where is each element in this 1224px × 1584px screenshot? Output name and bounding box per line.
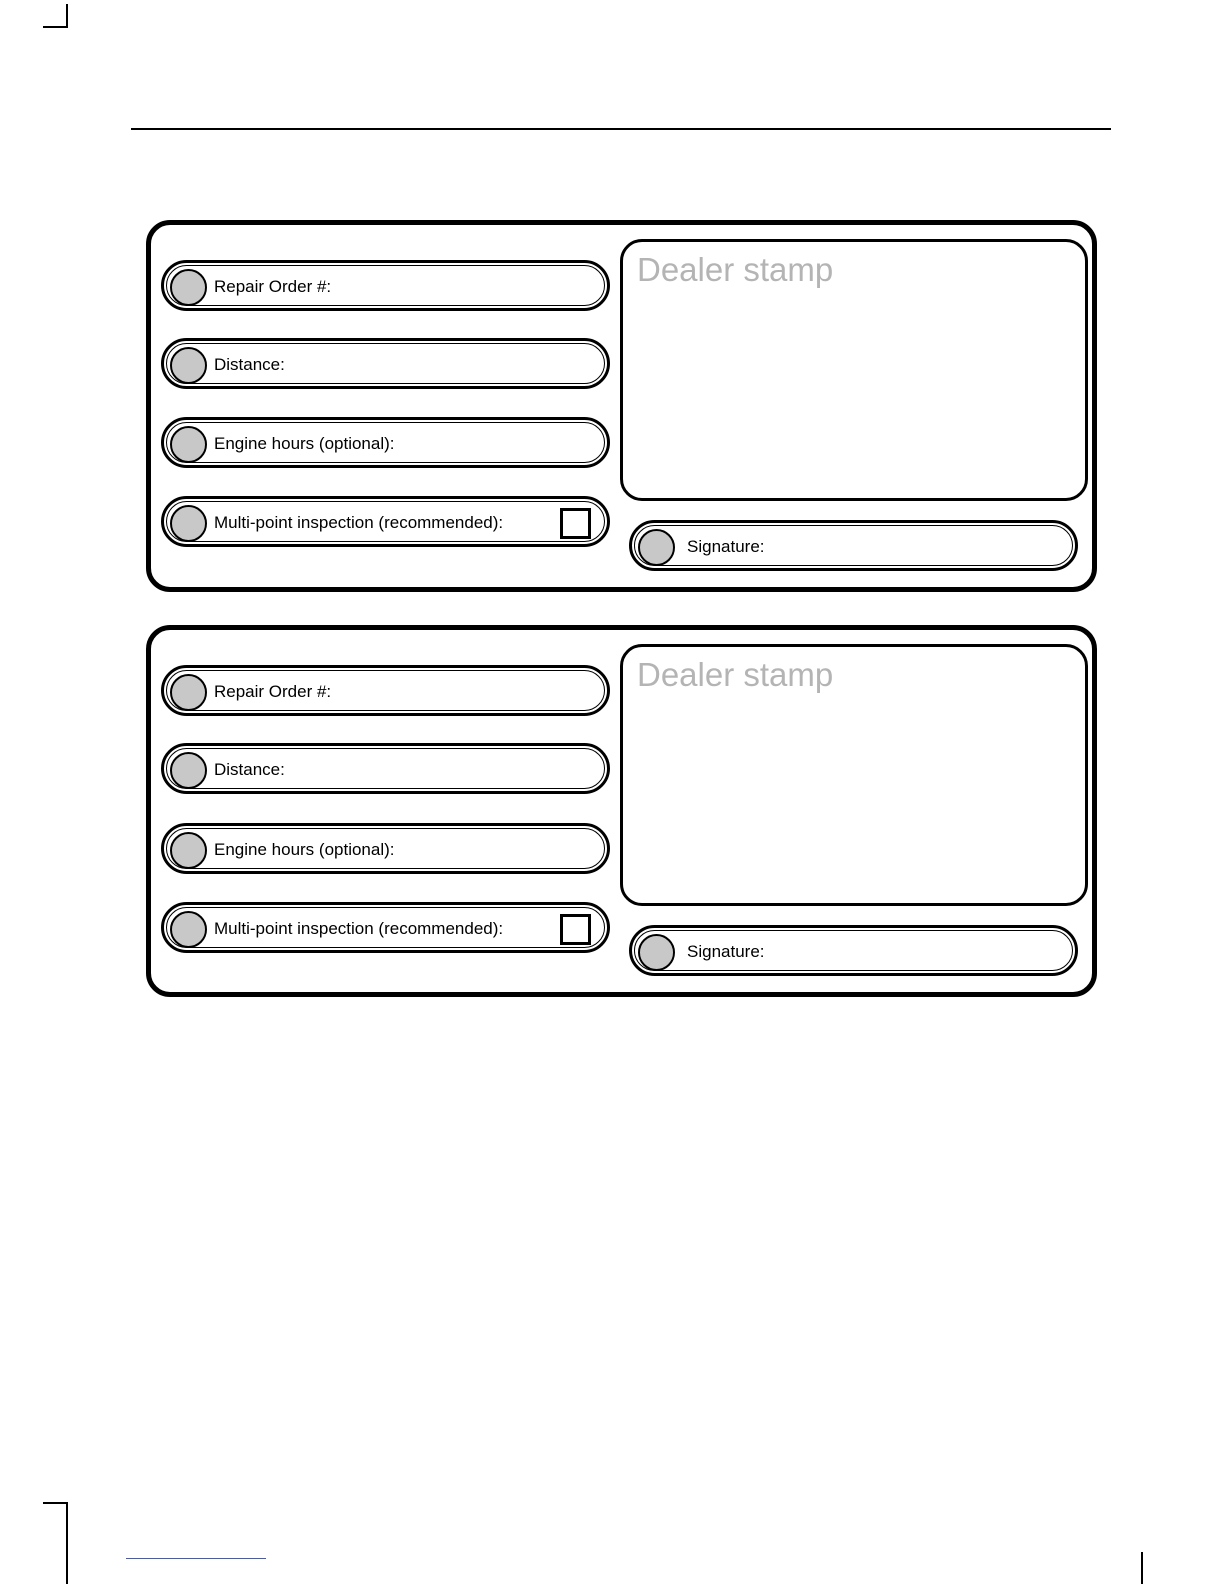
crop-mark-bottom-left-horizontal <box>43 1502 67 1504</box>
crop-mark-bottom-left-vertical <box>66 1502 68 1584</box>
distance-field[interactable] <box>161 743 610 794</box>
footer-link-underline <box>126 1558 266 1559</box>
crop-mark-top-left-horizontal <box>43 26 67 28</box>
signature-label: Signature: <box>687 537 765 556</box>
dealer-stamp-label: Dealer stamp <box>637 656 834 693</box>
repair-order-field[interactable] <box>161 665 610 716</box>
service-record-2 <box>146 625 1097 997</box>
engine-hours-label: Engine hours (optional): <box>214 840 395 859</box>
crop-mark-bottom-right-vertical <box>1141 1552 1143 1584</box>
repair-order-field[interactable] <box>161 260 610 311</box>
distance-label: Distance: <box>214 355 285 374</box>
field-marker-icon <box>170 426 207 463</box>
field-marker-icon <box>170 269 207 306</box>
dealer-stamp-box <box>620 239 1088 501</box>
repair-order-label: Repair Order #: <box>214 277 332 296</box>
engine-hours-field[interactable] <box>161 417 610 468</box>
engine-hours-label: Engine hours (optional): <box>214 434 395 453</box>
header-rule <box>131 128 1111 130</box>
signature-field[interactable] <box>629 520 1078 571</box>
dealer-stamp-box <box>620 644 1088 906</box>
field-marker-icon <box>638 529 675 566</box>
field-marker-icon <box>170 505 207 542</box>
distance-field[interactable] <box>161 338 610 389</box>
multi-point-inspection-field <box>161 496 610 547</box>
signature-label: Signature: <box>687 942 765 961</box>
signature-field[interactable] <box>629 925 1078 976</box>
field-marker-icon <box>638 934 675 971</box>
service-record-1 <box>146 220 1097 592</box>
multi-point-inspection-field <box>161 902 610 953</box>
distance-label: Distance: <box>214 760 285 779</box>
field-marker-icon <box>170 752 207 789</box>
field-marker-icon <box>170 832 207 869</box>
multi-point-inspection-label: Multi-point inspection (recommended): <box>214 919 504 938</box>
crop-mark-top-left-vertical <box>66 4 68 28</box>
engine-hours-field[interactable] <box>161 823 610 874</box>
field-marker-icon <box>170 911 207 948</box>
field-marker-icon <box>170 347 207 384</box>
field-marker-icon <box>170 674 207 711</box>
multi-point-inspection-checkbox[interactable] <box>560 508 591 539</box>
repair-order-label: Repair Order #: <box>214 682 332 701</box>
dealer-stamp-label: Dealer stamp <box>637 251 834 288</box>
multi-point-inspection-label: Multi-point inspection (recommended): <box>214 513 504 532</box>
multi-point-inspection-checkbox[interactable] <box>560 914 591 945</box>
